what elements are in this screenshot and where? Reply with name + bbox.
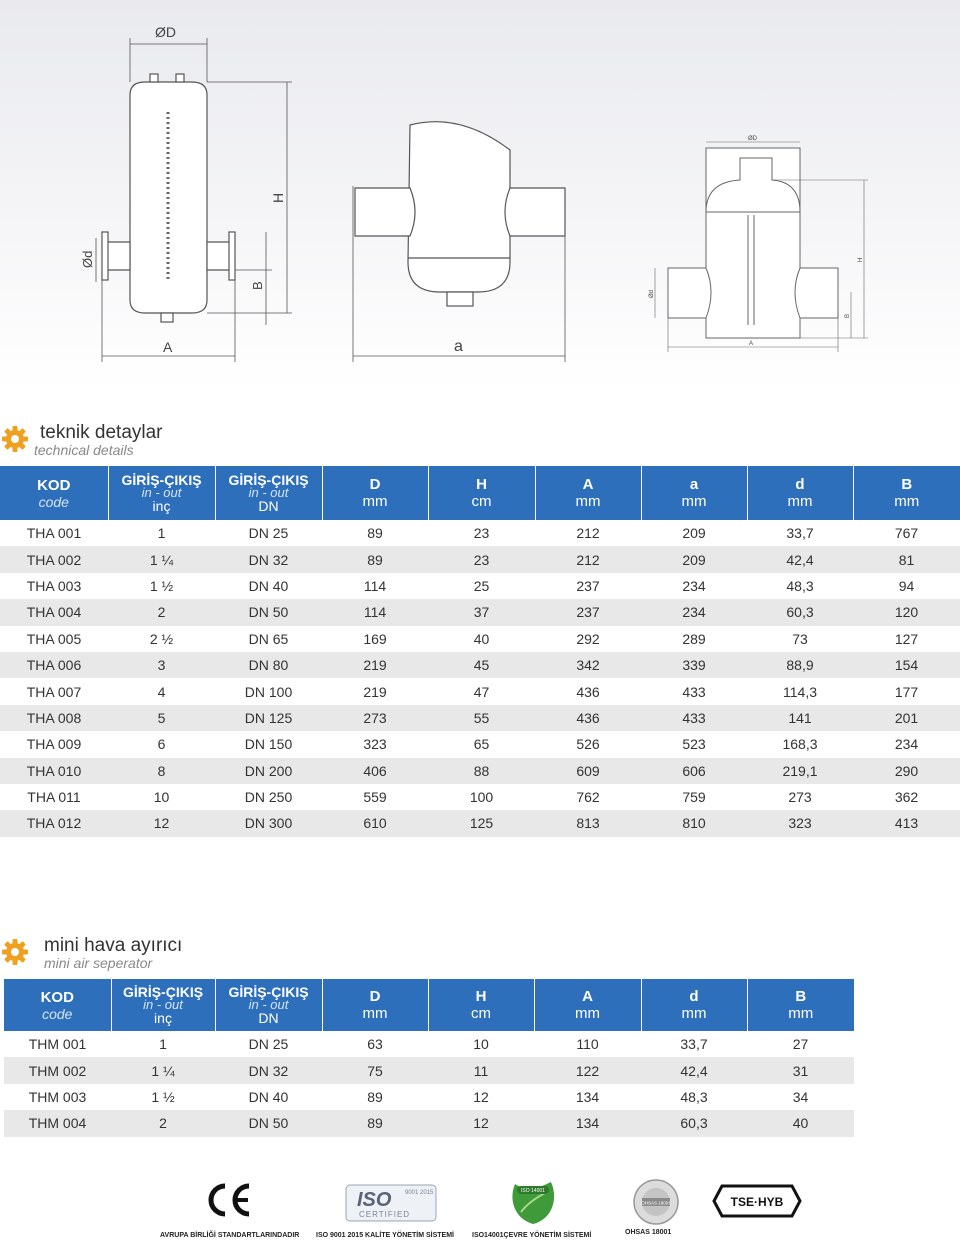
table-cell: 237 (535, 573, 641, 599)
header-unit-label: cm (471, 493, 492, 510)
table-cell: DN 32 (215, 1057, 322, 1083)
table-cell: THA 006 (0, 652, 108, 678)
table-cell: DN 32 (215, 546, 322, 572)
table-cell: 219 (322, 678, 428, 704)
header-main-label: GİRİŞ-ÇIKIŞ (228, 472, 309, 488)
table-cell: DN 150 (215, 731, 322, 757)
table-row (0, 705, 960, 731)
table-cell: 234 (641, 599, 747, 625)
table-cell: 273 (747, 784, 853, 810)
table-cell: 526 (535, 731, 641, 757)
table-cell: 40 (428, 626, 535, 652)
table-cell: THA 009 (0, 731, 108, 757)
mini-dim-label-b: B (845, 313, 851, 318)
table-cell: DN 200 (215, 758, 322, 784)
table-cell: 6 (108, 731, 215, 757)
drawing-vertical-separator (96, 38, 292, 362)
table-cell: DN 80 (215, 652, 322, 678)
table-header-row (0, 466, 960, 520)
table-cell: 212 (535, 546, 641, 572)
header-unit-label: inç (152, 498, 171, 514)
table-cell: 433 (641, 678, 747, 704)
table-cell: DN 25 (215, 520, 322, 546)
table-header-row (4, 979, 854, 1031)
table-cell: 31 (747, 1057, 854, 1083)
header-main-label: d (795, 476, 805, 493)
table-cell: 209 (641, 546, 747, 572)
table-cell: DN 50 (215, 599, 322, 625)
table-cell: 436 (535, 705, 641, 731)
table-cell: 1 ¼ (108, 546, 215, 572)
drawing-cutaway (353, 122, 565, 362)
table-cell: 55 (428, 705, 535, 731)
table-row (4, 1084, 854, 1110)
table-cell: 2 (108, 599, 215, 625)
table-cell: 1 (108, 520, 215, 546)
tse-hyb-icon (712, 1184, 802, 1218)
header-unit-label: mm (787, 493, 813, 510)
header-unit-label: mm (575, 1005, 600, 1022)
mini-dim-label-h: H (858, 257, 864, 262)
header-main-label: A (582, 476, 594, 493)
table-cell: 209 (641, 520, 747, 546)
table-row (0, 520, 960, 546)
table-cell: 88,9 (747, 652, 853, 678)
mini-header-2 (215, 979, 322, 1031)
mini-air-separator-table (4, 979, 854, 1137)
table-cell: THM 001 (4, 1031, 111, 1057)
table-cell: 37 (428, 599, 535, 625)
tech-header-0 (0, 466, 108, 520)
cert-label-ohsas: OHSAS 18001 (625, 1229, 672, 1236)
table-cell: 12 (428, 1110, 534, 1136)
table-cell: 33,7 (641, 1031, 747, 1057)
table-cell: 609 (535, 758, 641, 784)
table-cell: 60,3 (747, 599, 853, 625)
mini-header-6 (641, 979, 747, 1031)
header-sub-label: code (38, 493, 69, 510)
dim-label-h: H (270, 192, 286, 203)
table-cell: 89 (322, 520, 428, 546)
tech-header-4 (428, 466, 535, 520)
iso-year: 9001 2015 (405, 1190, 434, 1196)
table-cell: 141 (747, 705, 853, 731)
table-cell: 120 (853, 599, 960, 625)
header-main-label: D (369, 476, 381, 493)
table-cell: 134 (534, 1084, 641, 1110)
table-cell: THA 001 (0, 520, 108, 546)
table-cell: 25 (428, 573, 535, 599)
header-main-label: B (795, 988, 807, 1005)
table-row (4, 1110, 854, 1136)
header-main-label: a (689, 476, 699, 493)
table-cell: 323 (322, 731, 428, 757)
table-cell: 122 (534, 1057, 641, 1083)
table-cell: 4 (108, 678, 215, 704)
ce-mark-icon (205, 1180, 255, 1220)
table-cell: 5 (108, 705, 215, 731)
header-sub-label: in - out (141, 485, 182, 500)
section-subtitle: mini air seperator (44, 955, 153, 971)
table-cell: 23 (428, 546, 535, 572)
table-cell: 2 (111, 1110, 215, 1136)
tech-header-1 (108, 466, 215, 520)
table-cell: 75 (322, 1057, 428, 1083)
table-cell: 48,3 (641, 1084, 747, 1110)
table-cell: THA 008 (0, 705, 108, 731)
table-cell: THA 004 (0, 599, 108, 625)
drawing-mini-separator (655, 142, 868, 352)
table-cell: 81 (853, 546, 960, 572)
table-cell: 48,3 (747, 573, 853, 599)
table-cell: 89 (322, 1084, 428, 1110)
table-cell: 559 (322, 784, 428, 810)
cert-label-ce: AVRUPA BİRLİĞİ STANDARTLARINDADIR (160, 1232, 300, 1239)
table-cell: 406 (322, 758, 428, 784)
header-main-label: H (476, 476, 487, 493)
table-row (0, 810, 960, 836)
table-cell: THA 002 (0, 546, 108, 572)
iso14001-leaf-icon (505, 1178, 561, 1226)
tse-mark: TSE·HYB (730, 1195, 784, 1209)
header-unit-label: mm (681, 1005, 707, 1022)
table-cell: 89 (322, 1110, 428, 1136)
table-cell: 273 (322, 705, 428, 731)
table-row (0, 731, 960, 757)
header-main-label: A (582, 988, 593, 1005)
table-cell: 362 (853, 784, 960, 810)
table-cell: THA 012 (0, 810, 108, 836)
ohsas-seal-icon (632, 1178, 680, 1226)
header-sub-label: in - out (143, 997, 183, 1012)
dim-label-d-upper: ØD (155, 24, 176, 40)
mini-dim-label-d-lower: Ød (649, 289, 655, 298)
header-main-label: GİRİŞ-ÇIKIŞ (121, 472, 202, 488)
table-cell: 10 (108, 784, 215, 810)
dim-label-b: B (250, 281, 265, 290)
table-cell: 810 (641, 810, 747, 836)
certifications-bar (0, 1170, 960, 1240)
table-cell: 8 (108, 758, 215, 784)
mini-header-3 (322, 979, 428, 1031)
section-mini-air-separator-header (0, 935, 300, 975)
table-cell: THA 005 (0, 626, 108, 652)
table-cell: 1 ½ (111, 1084, 215, 1110)
table-cell: 436 (535, 678, 641, 704)
mini-dim-label-d-upper: ØD (748, 136, 757, 142)
table-cell: 12 (428, 1084, 534, 1110)
table-cell: 219,1 (747, 758, 853, 784)
table-cell: 73 (747, 626, 853, 652)
table-cell: 88 (428, 758, 535, 784)
table-cell: 125 (428, 810, 535, 836)
header-unit-label: inç (154, 1010, 172, 1026)
tech-header-3 (322, 466, 428, 520)
header-unit-label: mm (681, 493, 707, 510)
table-cell: THA 010 (0, 758, 108, 784)
table-cell: 134 (534, 1110, 641, 1136)
header-unit-label: mm (788, 1005, 814, 1022)
table-cell: 3 (108, 652, 215, 678)
table-cell: 114,3 (747, 678, 853, 704)
header-sub-label: in - out (248, 485, 289, 500)
header-main-label: KOD (37, 476, 71, 494)
table-cell: 237 (535, 599, 641, 625)
tech-header-6 (641, 466, 747, 520)
table-cell: 11 (428, 1057, 534, 1083)
table-cell: DN 100 (215, 678, 322, 704)
header-main-label: D (369, 988, 381, 1005)
header-main-label: H (475, 988, 487, 1005)
table-cell: THM 002 (4, 1057, 111, 1083)
section-subtitle: technical details (34, 442, 134, 458)
tech-header-2 (215, 466, 322, 520)
table-row (0, 678, 960, 704)
header-unit-label: mm (894, 493, 920, 510)
table-cell: 234 (641, 573, 747, 599)
table-cell: 177 (853, 678, 960, 704)
mini-header-5 (534, 979, 641, 1031)
section-title: mini hava ayırıcı (44, 935, 183, 956)
table-cell: 45 (428, 652, 535, 678)
dim-label-a-lower: a (454, 338, 463, 355)
table-cell: 433 (641, 705, 747, 731)
table-cell: 168,3 (747, 731, 853, 757)
table-cell: 610 (322, 810, 428, 836)
mini-header-4 (428, 979, 534, 1031)
table-cell: 65 (428, 731, 535, 757)
mini-header-1 (111, 979, 215, 1031)
technical-drawings (0, 0, 960, 390)
drawings-svg (0, 0, 960, 390)
table-cell: 63 (322, 1031, 428, 1057)
table-cell: 27 (747, 1031, 854, 1057)
mini-header-7 (747, 979, 854, 1031)
header-main-label: GİRİŞ-ÇIKIŞ (122, 984, 204, 1000)
table-cell: 110 (534, 1031, 641, 1057)
table-cell: 1 ¼ (111, 1057, 215, 1083)
dim-label-d-lower: Ød (80, 250, 95, 268)
table-cell: THA 003 (0, 573, 108, 599)
table-cell: THM 003 (4, 1084, 111, 1110)
table-cell: DN 40 (215, 1084, 322, 1110)
iso14001-mark: ISO 14001 (521, 1188, 545, 1194)
table-cell: 127 (853, 626, 960, 652)
mini-dim-label-a: A (749, 341, 754, 347)
table-cell: 290 (853, 758, 960, 784)
tech-header-5 (535, 466, 641, 520)
table-cell: 60,3 (641, 1110, 747, 1136)
table-cell: 154 (853, 652, 960, 678)
header-unit-label: DN (258, 1010, 279, 1026)
header-main-label: d (689, 988, 699, 1005)
table-cell: 523 (641, 731, 747, 757)
table-row (4, 1057, 854, 1083)
table-cell: 2 ½ (108, 626, 215, 652)
header-main-label: B (901, 476, 913, 493)
table-row (0, 784, 960, 810)
table-cell: THA 011 (0, 784, 108, 810)
table-cell: 219 (322, 652, 428, 678)
table-cell: 606 (641, 758, 747, 784)
table-cell: 12 (108, 810, 215, 836)
dim-label-a-upper: A (163, 339, 173, 355)
header-sub-label: code (42, 1005, 73, 1022)
header-unit-label: DN (258, 498, 279, 514)
table-cell: 1 (111, 1031, 215, 1057)
table-cell: 40 (747, 1110, 854, 1136)
table-cell: 100 (428, 784, 535, 810)
table-cell: 114 (322, 599, 428, 625)
table-cell: 813 (535, 810, 641, 836)
table-cell: DN 40 (215, 573, 322, 599)
header-main-label: KOD (40, 988, 74, 1006)
iso-certified-icon (345, 1184, 437, 1222)
table-row (0, 573, 960, 599)
table-cell: 34 (747, 1084, 854, 1110)
section-title: teknik detaylar (40, 422, 163, 443)
tech-header-7 (747, 466, 853, 520)
table-cell: 201 (853, 705, 960, 731)
table-row (0, 626, 960, 652)
iso-sub: CERTIFIED (359, 1210, 411, 1219)
table-cell: DN 125 (215, 705, 322, 731)
header-unit-label: mm (575, 493, 601, 510)
table-cell: DN 25 (215, 1031, 322, 1057)
table-cell: 42,4 (747, 546, 853, 572)
gear-icon (0, 937, 30, 967)
header-unit-label: cm (471, 1005, 491, 1022)
table-cell: 94 (853, 573, 960, 599)
table-cell: 23 (428, 520, 535, 546)
table-cell: 89 (322, 546, 428, 572)
table-cell: THM 004 (4, 1110, 111, 1136)
table-cell: DN 65 (215, 626, 322, 652)
table-cell: 767 (853, 520, 960, 546)
table-cell: DN 300 (215, 810, 322, 836)
header-main-label: GİRİŞ-ÇIKIŞ (228, 984, 309, 1000)
table-cell: 292 (535, 626, 641, 652)
table-cell: 234 (853, 731, 960, 757)
header-sub-label: in - out (248, 997, 289, 1012)
mini-header-0 (4, 979, 111, 1031)
table-cell: 169 (322, 626, 428, 652)
cert-label-iso9001: ISO 9001 2015 KALİTE YÖNETİM SİSTEMİ (316, 1232, 454, 1239)
header-unit-label: mm (362, 493, 388, 510)
table-cell: 47 (428, 678, 535, 704)
tech-header-8 (853, 466, 960, 520)
table-cell: 33,7 (747, 520, 853, 546)
table-cell: 212 (535, 520, 641, 546)
table-row (4, 1031, 854, 1057)
iso-mark: ISO (357, 1189, 392, 1211)
table-row (0, 546, 960, 572)
table-cell: 323 (747, 810, 853, 836)
table-cell: 289 (641, 626, 747, 652)
gear-icon (0, 424, 30, 454)
table-cell: 10 (428, 1031, 534, 1057)
table-row (0, 652, 960, 678)
table-row (0, 758, 960, 784)
table-cell: 759 (641, 784, 747, 810)
table-cell: DN 250 (215, 784, 322, 810)
table-cell: 342 (535, 652, 641, 678)
table-cell: 42,4 (641, 1057, 747, 1083)
table-cell: 339 (641, 652, 747, 678)
table-cell: DN 50 (215, 1110, 322, 1136)
table-cell: 1 ½ (108, 573, 215, 599)
table-cell: 413 (853, 810, 960, 836)
table-row (0, 599, 960, 625)
table-cell: 762 (535, 784, 641, 810)
ohsas-mark: OHSAS 18001 (641, 1200, 671, 1206)
header-unit-label: mm (362, 1005, 388, 1022)
technical-details-table (0, 466, 960, 837)
section-technical-details-header (0, 422, 300, 462)
table-cell: 114 (322, 573, 428, 599)
cert-label-iso14001: ISO14001ÇEVRE YÖNETİM SİSTEMİ (472, 1232, 592, 1239)
table-cell: THA 007 (0, 678, 108, 704)
